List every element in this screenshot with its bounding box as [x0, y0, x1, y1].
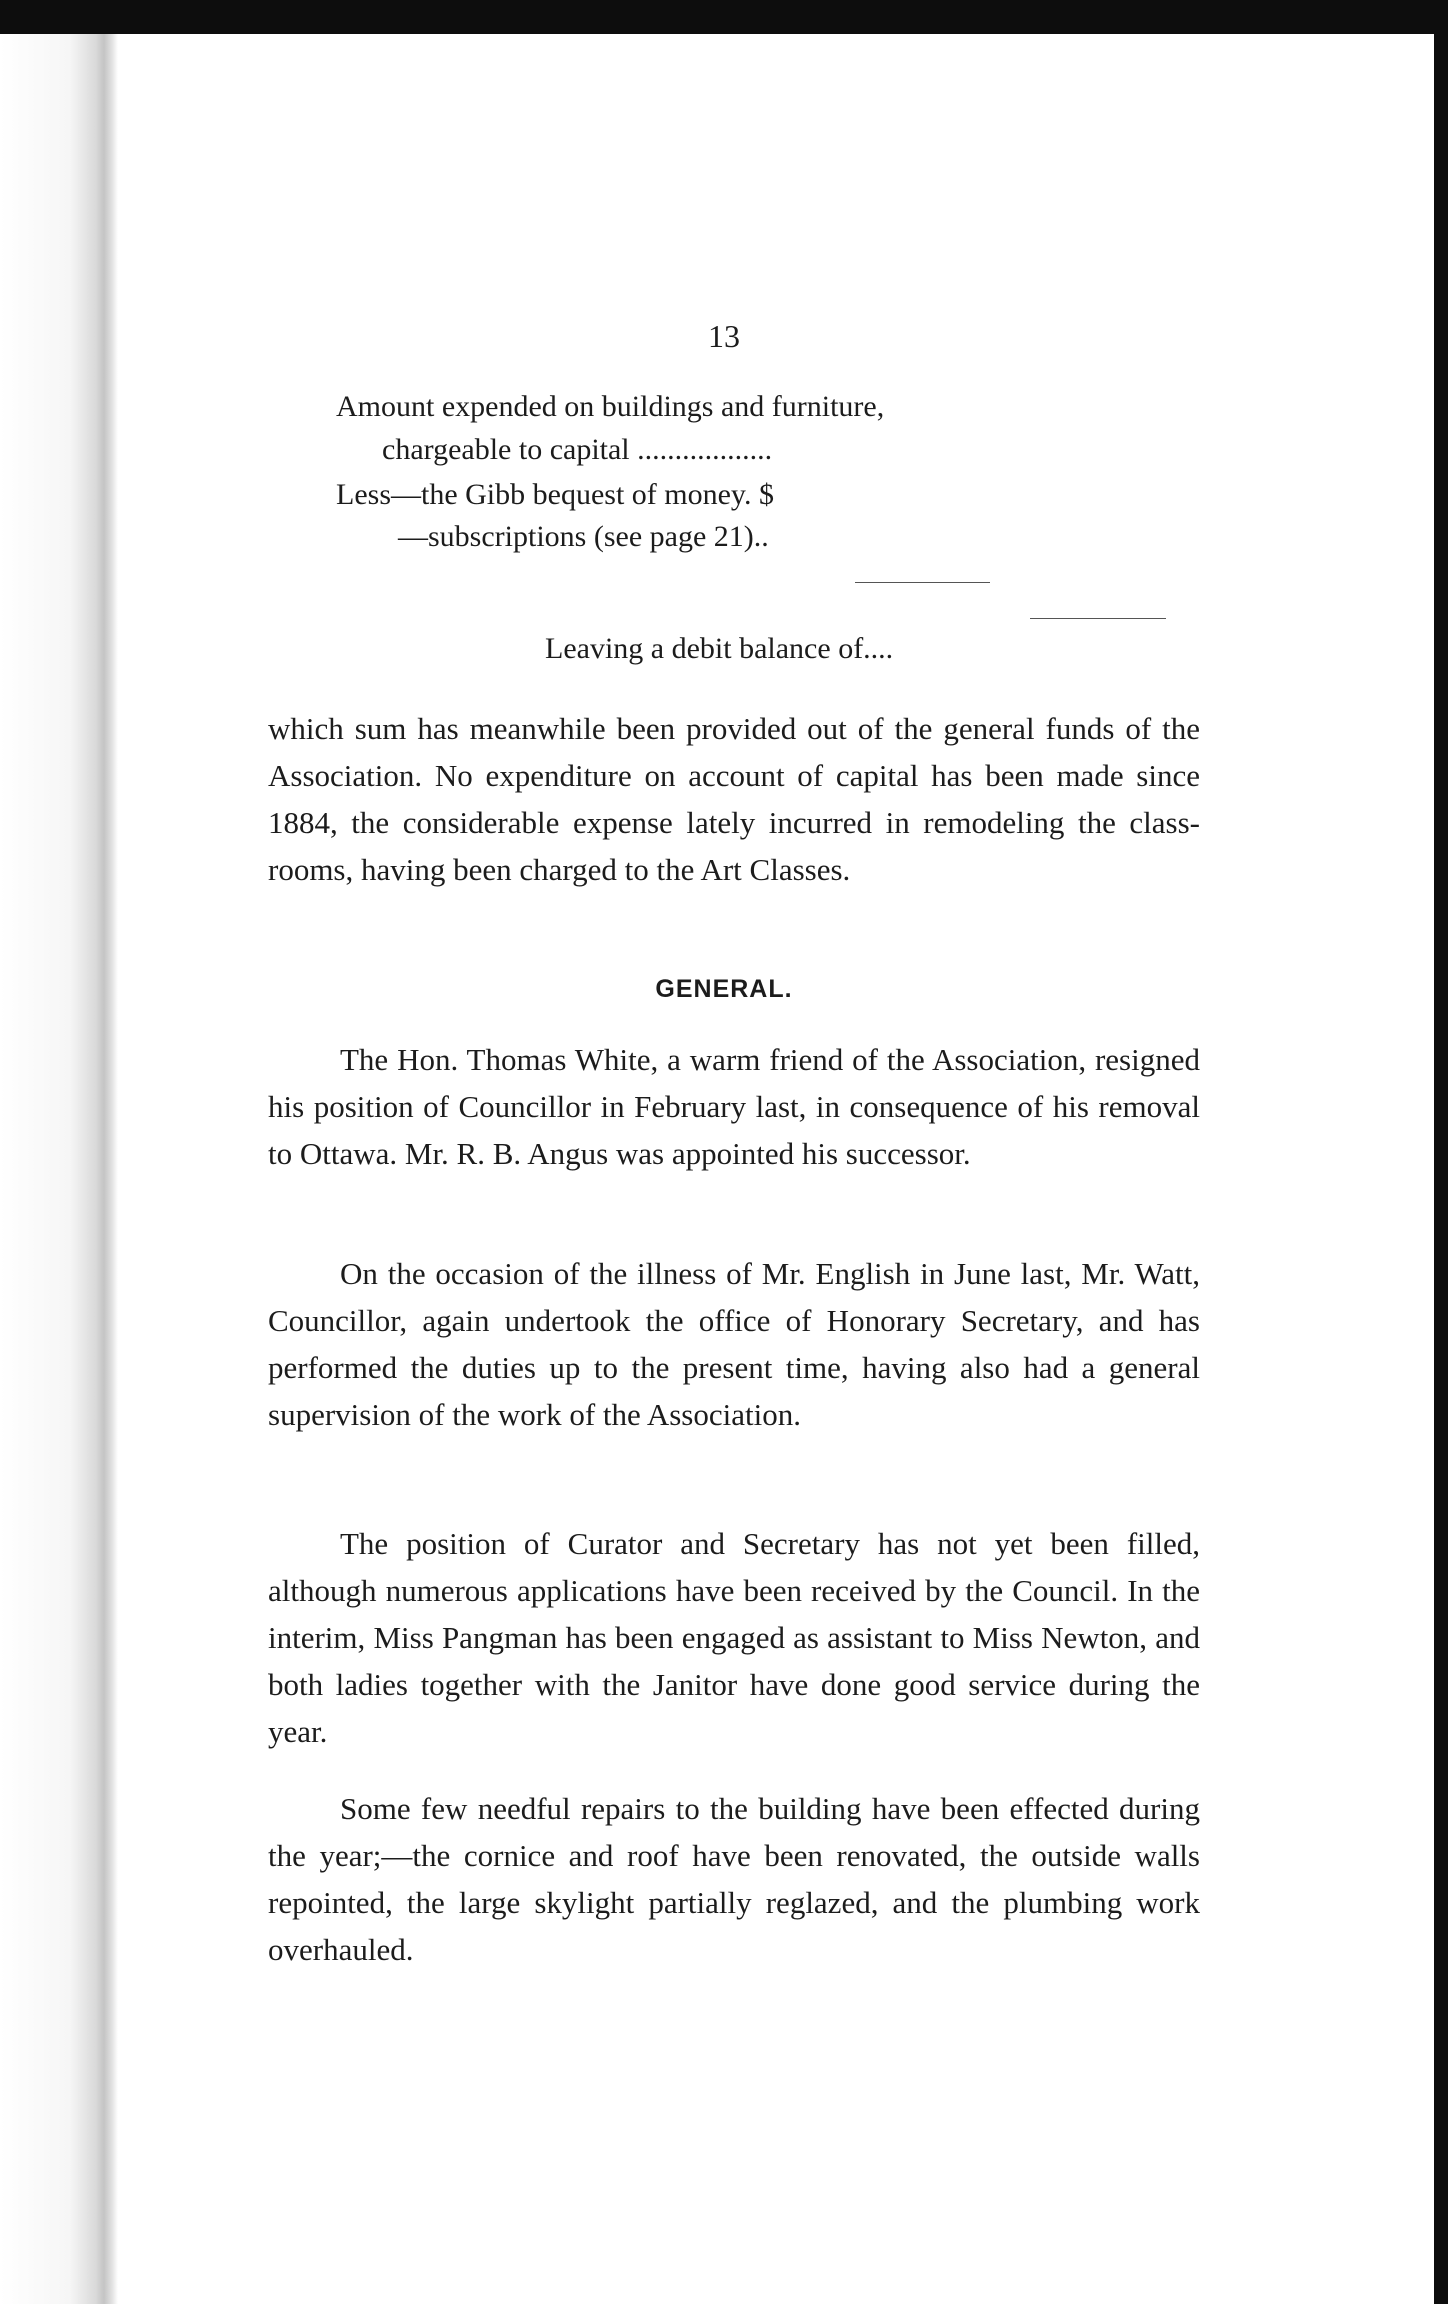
paragraph-councillor — [268, 1036, 1200, 1177]
paragraph-councillor-text: The Hon. Thomas White, a warm friend of the Association, resigned his position of Councillor in February last, in consequence of his removal to Ottawa. Mr. R. B. Angus was appointed his successor. — [268, 1042, 1200, 1171]
scan-top-border — [0, 0, 1448, 34]
ledger-line-amount-expended: Amount expended on buildings and furniture, — [336, 390, 885, 423]
section-heading-general: GENERAL. — [655, 975, 793, 1003]
paragraph-curator-text: The position of Curator and Secretary has not yet been filled, although numerous applications have been received by the Council. In the interim, Miss Pangman has been engaged as assistant to Miss Newton, and both ladies together with the Janitor have done good service during the year. — [268, 1526, 1200, 1749]
paragraph-curator — [268, 1520, 1200, 1755]
paragraph-funds-text: which sum has meanwhile been provided out of the general funds of the Association. No expenditure on account of capital has been made since 1884, the considerable expense lately incurred in remodeling the class-rooms, having been charged to the Art Classes. — [268, 711, 1200, 887]
paragraph-secretary-text: On the occasion of the illness of Mr. English in June last, Mr. Watt, Councillor, again undertook the office of Honorary Secretary, and has performed the duties up to the present time, having also had a general supervision of the work of the Association. — [268, 1256, 1200, 1432]
ledger-label-debit-balance: Leaving a debit balance of.... — [545, 632, 894, 665]
page-number: 13 — [708, 318, 740, 354]
paragraph-secretary — [268, 1250, 1200, 1438]
ledger-rule-balance — [1030, 618, 1166, 619]
paragraph-funds — [268, 705, 1200, 893]
paragraph-repairs — [268, 1785, 1200, 1973]
ledger-rule-subtotal — [855, 582, 990, 583]
ledger-label-subscriptions: —subscriptions (see page 21).. — [398, 520, 769, 553]
book-spine-shadow — [0, 34, 118, 2304]
ledger-label-chargeable: chargeable to capital .................. — [382, 433, 773, 466]
paragraph-repairs-text: Some few needful repairs to the building have been effected during the year;—the cornice and roof have been renovated, the outside walls repointed, the large skylight partially reglazed, and the plumbing work overhauled. — [268, 1791, 1200, 1967]
ledger-label-gibb-bequest: Less—the Gibb bequest of money. $ — [336, 478, 774, 511]
